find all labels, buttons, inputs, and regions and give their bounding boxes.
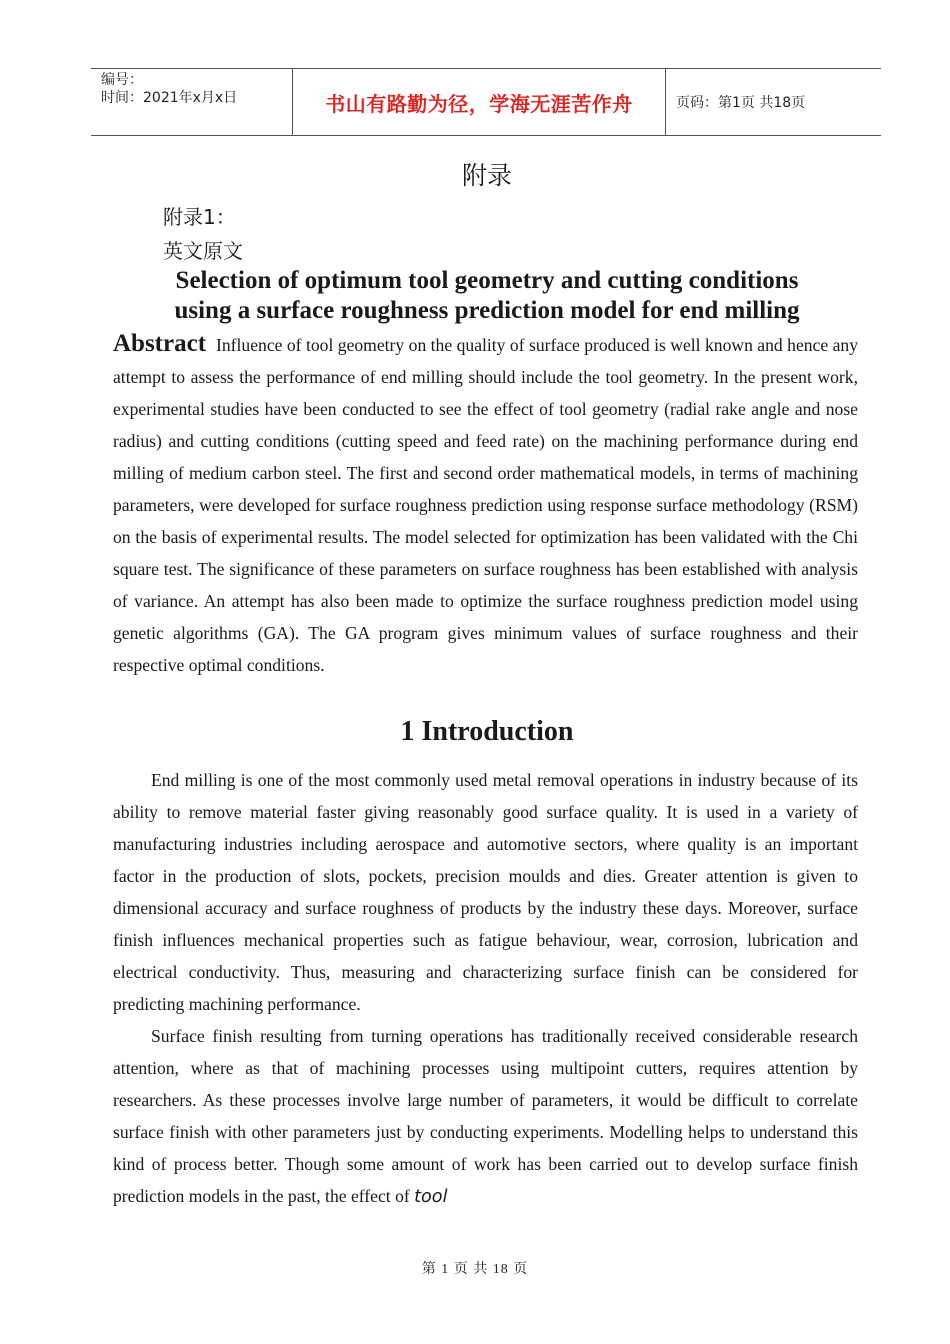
appendix-label-2: 英文原文 (163, 239, 243, 263)
appendix-label-1: 附录1： (163, 205, 236, 229)
intro-paragraph-2 (113, 1020, 858, 1213)
code-label: 编号： (101, 72, 143, 88)
abstract-heading: Abstract (113, 330, 207, 357)
header-page-info: 页码：第1页 共18页 (676, 95, 806, 111)
header-motto: 书山有路勤为径，学海无涯苦作舟 (293, 69, 666, 135)
section-heading-introduction: 1 Introduction (400, 716, 574, 747)
abstract-section (113, 328, 858, 681)
page-footer: 第 1 页 共 18 页 (421, 1262, 529, 1277)
appendix-title: 附录 (461, 161, 512, 190)
abstract-paragraph (113, 328, 858, 681)
header-left-cell (91, 69, 293, 135)
intro-paragraph-2-text: Surface finish resulting from turning operations has traditionally received considerable research attention, where as that of machining processes using multipoint cutters, requires attention by researchers. As these processes involve large number of parameters, it would be difficult to correlate surface finish with other parameters just by conducting experiments. Modelling helps to understand this kind of process better. Though some amount of work has been carried out to develop surface finish prediction models in the past, the effect of (113, 1026, 858, 1206)
header-table (91, 68, 881, 136)
intro-paragraph-2-tail: tool (414, 1187, 448, 1207)
time-label: 时间：2021年x月x日 (101, 90, 238, 106)
paper-title-line-1: Selection of optimum tool geometry and cutting conditions (175, 267, 799, 294)
paper-title (0, 266, 950, 326)
abstract-text: Influence of tool geometry on the quality of surface produced is well known and hence any attempt to assess the performance of end milling should include the tool geometry. In the present work, experimental studies have been conducted to see the effect of tool geometry (radial rake angle and nose radius) and cutting conditions (cutting speed and feed rate) on the machining performance during end milling of medium carbon steel. The first and second order mathematical models, in terms of machining parameters, were developed for surface roughness prediction using response surface methodology (RSM) on the basis of experimental results. The model selected for optimization has been validated with the Chi square test. The significance of these parameters on surface roughness has been established with analysis of variance. An attempt has also been made to optimize the surface roughness prediction model using genetic algorithms (GA). The GA program gives minimum values of surface roughness and their respective optimal conditions. (113, 335, 858, 675)
introduction-section (113, 764, 858, 1213)
paper-title-line-2: using a surface roughness prediction model for end milling (174, 297, 800, 324)
intro-paragraph-1: End milling is one of the most commonly used metal removal operations in industry because of its ability to remove material faster giving reasonably good surface quality. It is used in a variety of manufacturing industries including aerospace and automotive sectors, where quality is an important factor in the production of slots, pockets, precision moulds and dies. Greater attention is given to dimensional accuracy and surface roughness of products by the industry these days. Moreover, surface finish influences mechanical properties such as fatigue behaviour, wear, corrosion, lubrication and electrical conductivity. Thus, measuring and characterizing surface finish can be considered for predicting machining performance. (113, 770, 858, 1014)
